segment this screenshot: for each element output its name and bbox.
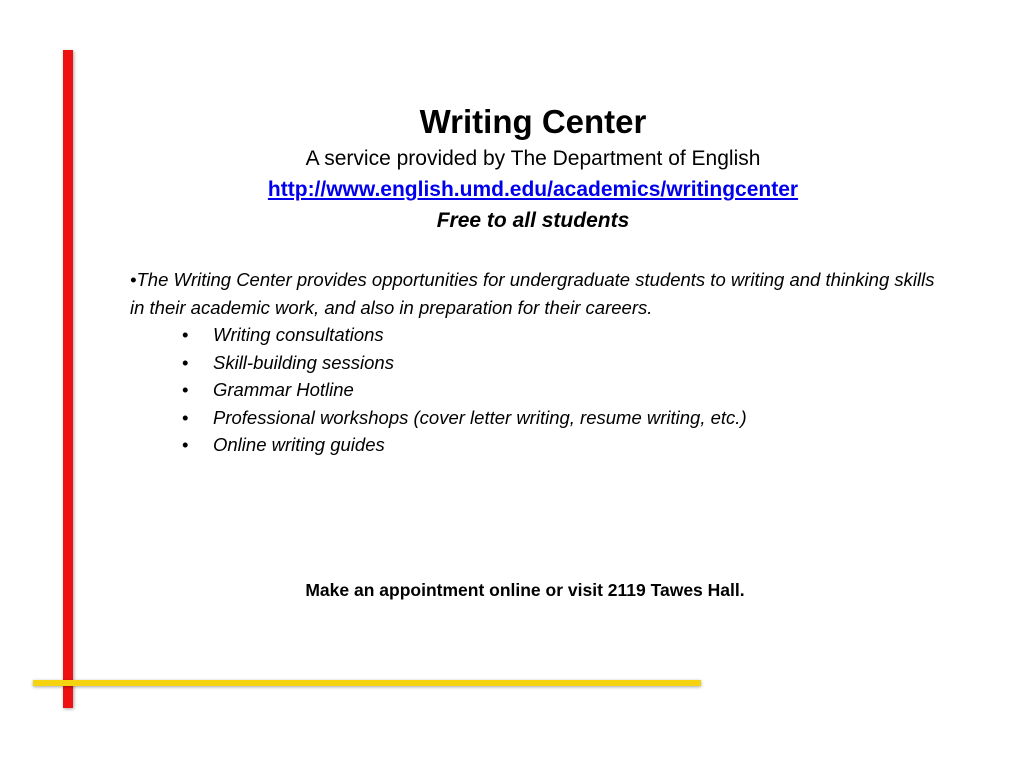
bullet-icon: •: [182, 379, 189, 400]
list-item: [130, 404, 950, 432]
list-item: [130, 376, 950, 404]
list-item: [130, 431, 950, 459]
service-text: Writing consultations: [213, 324, 384, 345]
service-text: Skill-building sessions: [213, 351, 394, 373]
writing-center-link[interactable]: http://www.english.umd.edu/academics/writingcenter: [267, 178, 799, 201]
bullet-icon: •: [182, 324, 189, 345]
intro-paragraph: [130, 266, 950, 321]
red-vertical-bar: [63, 50, 73, 708]
slide-header: [100, 100, 966, 236]
free-tagline: Free to all students: [436, 209, 630, 232]
yellow-horizontal-bar: [33, 680, 701, 686]
slide-body: [130, 266, 950, 459]
service-text: Grammar Hotline: [213, 379, 354, 400]
service-text: Online writing guides: [213, 434, 385, 455]
service-text: Professional workshops (cover letter writing, resume writing, etc.): [213, 406, 747, 428]
footer-note: Make an appointment online or visit 2119 Tawes Hall.: [305, 580, 745, 600]
intro-text: The Writing Center provides opportunities for undergraduate students to writing and thinking skills in their academic work, and also in preparation for their careers.: [130, 269, 935, 318]
bullet-icon: •: [182, 406, 189, 428]
services-list: [130, 321, 950, 459]
slide-subtitle: A service provided by The Department of English: [305, 147, 761, 170]
bullet-icon: •: [182, 351, 189, 373]
list-item: [130, 321, 950, 349]
list-item: [130, 349, 950, 377]
intro-bullet-icon: •: [130, 269, 137, 290]
bullet-icon: •: [182, 434, 189, 455]
slide-title: Writing Center: [419, 103, 647, 140]
